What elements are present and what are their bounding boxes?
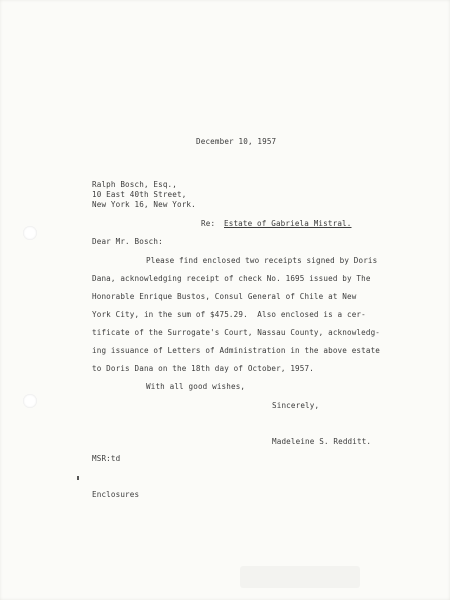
subject-line: Estate of Gabriela Mistral.	[224, 219, 352, 228]
recipient-city: New York 16, New York.	[92, 200, 196, 209]
re-label: Re:	[201, 219, 216, 228]
letter-date: December 10, 1957	[196, 137, 277, 146]
stray-mark	[77, 476, 79, 480]
typist-initials: MSR:td	[92, 454, 121, 463]
body-line: Dana, acknowledging receipt of check No. 1695 issued by The	[92, 274, 371, 283]
bleed-through-mark	[240, 566, 360, 588]
body-line: Honorable Enrique Bustos, Consul General of Chile at New	[92, 292, 357, 301]
signer-name: Madeleine S. Redditt.	[272, 437, 372, 446]
closing: Sincerely,	[272, 401, 320, 410]
body-line: York City, in the sum of $475.29. Also enclosed is a cer-	[92, 310, 366, 319]
recipient-street: 10 East 40th Street,	[92, 190, 187, 199]
body-line: to Doris Dana on the 18th day of October, 1957.	[92, 364, 314, 373]
body-line: Please find enclosed two receipts signed by Doris	[146, 256, 378, 265]
punch-hole-top	[23, 226, 37, 240]
body-line: tificate of the Surrogate's Court, Nassau County, acknowledg-	[92, 328, 381, 337]
punch-hole-bottom	[23, 394, 37, 408]
good-wishes: With all good wishes,	[146, 382, 246, 391]
bleed-through-letterhead	[50, 30, 380, 100]
salutation: Dear Mr. Bosch:	[92, 237, 163, 246]
recipient-name: Ralph Bosch, Esq.,	[92, 180, 177, 189]
body-line: ing issuance of Letters of Administration in the above estate	[92, 346, 381, 355]
enclosures-note: Enclosures	[92, 490, 140, 499]
